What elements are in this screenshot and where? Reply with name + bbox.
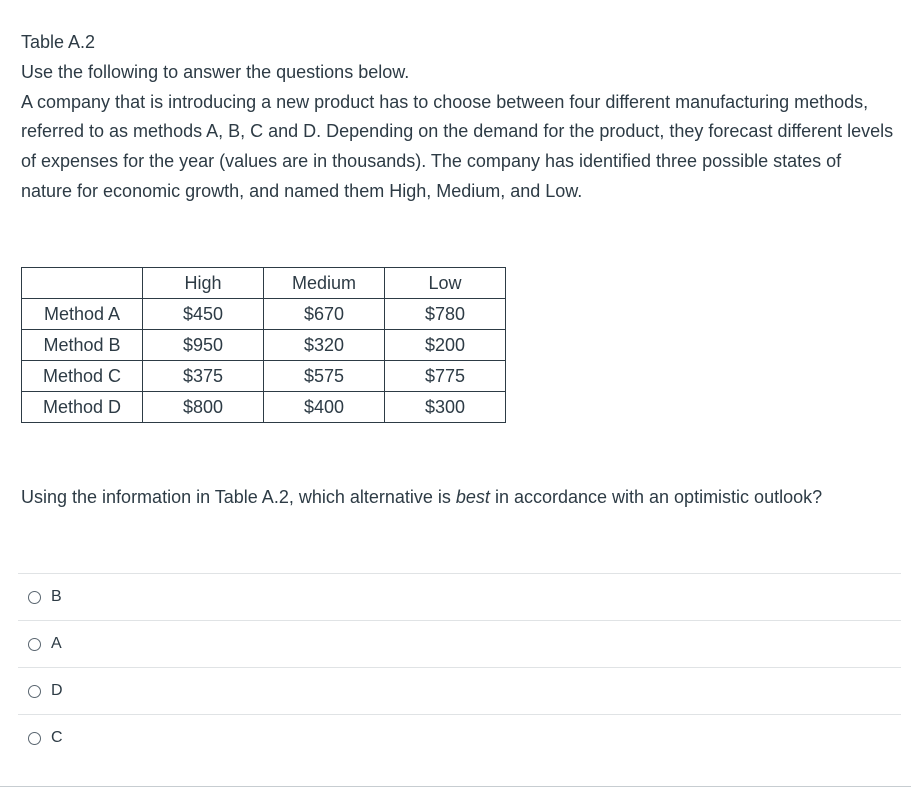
- table-row: [22, 361, 506, 392]
- radio-button[interactable]: [28, 685, 41, 698]
- question-intro: [21, 28, 896, 207]
- question-emphasis: best: [455, 487, 490, 507]
- header-high: High: [143, 268, 264, 299]
- instruction-text: Use the following to answer the questions below.: [21, 61, 410, 82]
- question-text-before: Using the information in Table A.2, which alternative is: [21, 487, 456, 507]
- radio-button[interactable]: [28, 638, 41, 651]
- answer-list: [18, 573, 901, 761]
- table-row: [22, 330, 506, 361]
- expense-table: [21, 267, 506, 423]
- table-cell: $950: [143, 330, 264, 361]
- table-cell: $200: [385, 330, 506, 361]
- radio-button[interactable]: [28, 732, 41, 745]
- radio-button[interactable]: [28, 591, 41, 604]
- table-cell: $400: [264, 392, 385, 423]
- answer-label: B: [51, 588, 62, 605]
- bottom-divider: [0, 786, 911, 787]
- table-cell: $800: [143, 392, 264, 423]
- table-cell: $450: [143, 299, 264, 330]
- table-cell: $300: [385, 392, 506, 423]
- question-text-after: in accordance with an optimistic outlook?: [489, 487, 823, 507]
- answer-label: D: [51, 682, 63, 699]
- table-title: Table A.2: [21, 32, 96, 52]
- answer-option-c[interactable]: [18, 714, 901, 761]
- answer-label: C: [51, 729, 63, 746]
- table-row: [22, 299, 506, 330]
- row-label: Method C: [22, 361, 143, 392]
- table-cell: $775: [385, 361, 506, 392]
- answer-label: A: [51, 635, 62, 652]
- header-medium: Medium: [264, 268, 385, 299]
- table-cell: $780: [385, 299, 506, 330]
- answer-option-b[interactable]: [18, 573, 901, 620]
- row-label: Method D: [22, 392, 143, 423]
- table-header-row: [22, 268, 506, 299]
- table-cell: $320: [264, 330, 385, 361]
- question-prompt: [21, 482, 881, 512]
- header-low: Low: [385, 268, 506, 299]
- table-corner-cell: [22, 268, 143, 299]
- table-cell: $575: [264, 361, 385, 392]
- table-row: [22, 392, 506, 423]
- answer-option-a[interactable]: [18, 620, 901, 667]
- table-cell: $375: [143, 361, 264, 392]
- row-label: Method A: [22, 299, 143, 330]
- problem-description: A company that is introducing a new product has to choose between four different manufacturing methods, referred to as methods A, B, C and D. Depending on the demand for the product, they forecast different levels of expenses for the year (values are in thousands). The company has identified three possible states of nature for economic growth, and named them High, Medium, and Low.: [21, 91, 894, 201]
- row-label: Method B: [22, 330, 143, 361]
- table-cell: $670: [264, 299, 385, 330]
- answer-option-d[interactable]: [18, 667, 901, 714]
